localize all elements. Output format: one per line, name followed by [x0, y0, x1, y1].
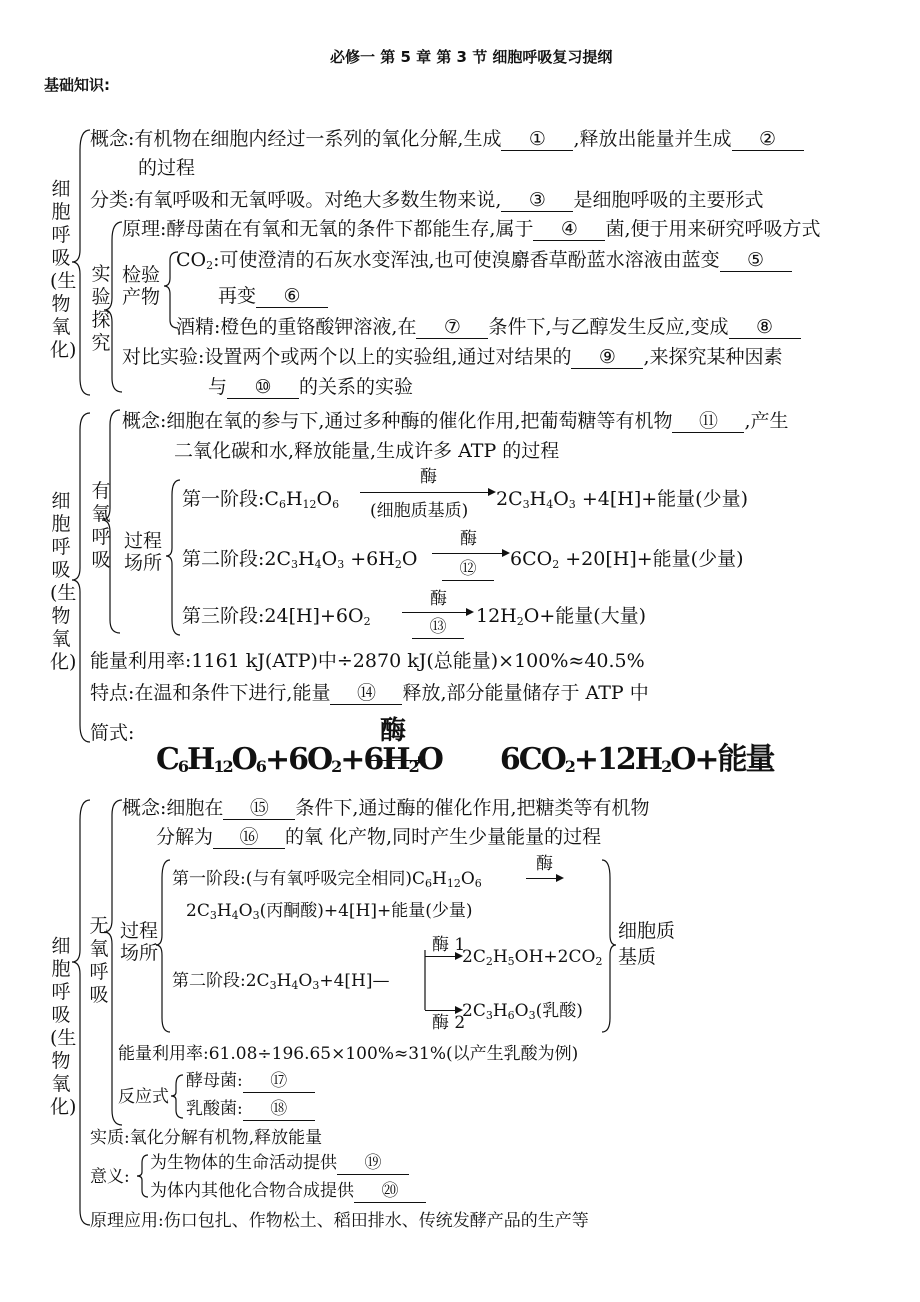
enzyme-1-label: 酶 1 [432, 935, 466, 955]
blank-5: ⑤ [720, 249, 792, 272]
blank-2: ② [732, 128, 804, 151]
anaerobic-efficiency: 能量利用率:61.08÷196.65×100%≈31%(以产生乳酸为例) [118, 1044, 579, 1064]
reaction-arrow [526, 878, 562, 879]
aerobic-concept: 概念:细胞在氧的参与下,通过多种酶的催化作用,把葡萄糖等有机物 ⑪ ,产生 [122, 410, 789, 432]
aerobic-label: 有氧呼吸 [91, 480, 111, 571]
formula-enzyme: 酶 [380, 716, 405, 746]
blank-10: ⑩ [227, 376, 299, 399]
blank-14: ⑭ [330, 682, 402, 705]
comparison-line-2: 与 ⑩ 的关系的实验 [208, 376, 414, 398]
reaction-arrow [425, 1010, 461, 1011]
blank-6: ⑥ [256, 285, 328, 308]
page-title: 必修一 第 5 章 第 3 节 细胞呼吸复习提纲 [330, 48, 613, 66]
anaerobic-label: 无氧呼吸 [89, 915, 109, 1006]
process-label: 过程场所 [124, 530, 163, 574]
lactic-line: 乳酸菌: ⑱ [186, 1098, 315, 1121]
site-note: (细胞质基质) [370, 501, 469, 521]
stage-1: 第一阶段$:C_6H_{12}O_6$ [182, 488, 340, 511]
reaction-arrow [360, 492, 494, 493]
significance-label: 意义: [90, 1167, 130, 1187]
side-label: 细胞呼吸(生物氧化) [50, 490, 77, 673]
summary-formula: $C_6H_{12}O_6+6O_2+6H_2O$ $6CO_2+12H_2O+$能量 [156, 742, 774, 777]
yeast-line: 酵母菌: ⑰ [186, 1070, 315, 1093]
blank-1: ① [501, 128, 573, 151]
principle-line: 原理:酵母菌在有氧和无氧的条件下都能生存,属于 ④ 菌,便于用来研究呼吸方式 [122, 218, 821, 240]
significance-1: 为生物体的生命活动提供 ⑲ [150, 1152, 409, 1175]
side-label: 细胞呼吸(生物氧化) [50, 178, 77, 361]
reaction-arrow [402, 612, 472, 613]
blank-20: ⑳ [354, 1180, 426, 1203]
reaction-arrow [432, 553, 508, 554]
alcohol-line: 酒精:橙色的重铬酸钾溶液,在 ⑦ 条件下,与乙醇发生反应,变成 ⑧ [176, 316, 801, 339]
alcohol-products: $2C_2H_5OH+2CO_2$ [462, 947, 603, 968]
anaerobic-stage-1-products: $2C_3H_4O_3$(丙酮酸)+4[H]+能量(少量) [186, 901, 473, 922]
enzyme-label: 酶 [420, 467, 437, 487]
co2-line-2: 再变 ⑥ [218, 285, 328, 308]
stage-3-products: $12H_2O+$能量(大量) [476, 605, 647, 628]
blank-15: ⑮ [223, 797, 295, 820]
blank-3: ③ [501, 189, 573, 212]
enzyme-label: 酶 [460, 529, 477, 549]
essence-line: 实质:氧化分解有机物,释放能量 [90, 1128, 323, 1148]
co2-line: $CO_2$:可使澄清的石灰水变浑浊,也可使溴麝香草酚蓝水溶液由蓝变 ⑤ [176, 249, 792, 277]
aerobic-efficiency: 能量利用率:1161 kJ(ATP)中÷2870 kJ(总能量)×100%≈40.5% [90, 650, 645, 672]
anaerobic-concept: 概念:细胞在 ⑮ 条件下,通过酶的催化作用,把糖类等有机物 [122, 797, 650, 819]
lactic-products: $2C_3H_6O_3$(乳酸) [462, 1001, 583, 1022]
anaerobic-concept-2: 分解为 ⑯ 的氧 化产物,同时产生少量能量的过程 [156, 826, 602, 848]
blank-12: ⑫ [442, 558, 494, 581]
anaerobic-stage-2: 第二阶段$:2C_3H_4O_3+4[H]—$ [172, 971, 390, 992]
reaction-arrow [425, 956, 461, 957]
blank-18: ⑱ [243, 1098, 315, 1121]
stage-2: 第二阶段$:2C_3H_4O_3 +6H_2O$ [182, 548, 418, 571]
enzyme-2-label: 酶 2 [432, 1013, 466, 1033]
formula-label: 简式: [90, 722, 135, 744]
significance-2: 为体内其他化合物合成提供 ⑳ [150, 1180, 426, 1203]
blank-4: ④ [533, 218, 605, 241]
blank-11: ⑪ [672, 410, 744, 433]
blank-13: ⑬ [412, 616, 464, 639]
reaction-label: 反应式 [118, 1087, 169, 1107]
blank-9: ⑨ [571, 346, 643, 369]
aerobic-concept-2: 二氧化碳和水,释放能量,生成许多 ATP 的过程 [174, 440, 560, 462]
concept-line: 概念:有机物在细胞内经过一系列的氧化分解,生成 ① ,释放出能量并生成 ② [90, 128, 804, 151]
detect-label: 检验产物 [122, 264, 161, 308]
blank-19: ⑲ [337, 1152, 409, 1175]
experiment-label: 实验探究 [91, 263, 111, 354]
application-line: 原理应用:伤口包扎、作物松土、稻田排水、传统发酵产品的生产等 [90, 1211, 589, 1231]
blank-8: ⑧ [729, 316, 801, 339]
section-heading: 基础知识: [44, 76, 110, 94]
enzyme-label: 酶 [430, 589, 447, 609]
stage-1-products: $2C_3H_4O_3 +4[H]+$能量(少量) [496, 488, 748, 511]
process-label: 过程场所 [120, 920, 159, 964]
side-label: 细胞呼吸(生物氧化) [50, 935, 77, 1118]
comparison-line: 对比实验:设置两个或两个以上的实验组,通过对结果的 ⑨ ,来探究某种因素 [122, 346, 783, 368]
blank-7: ⑦ [416, 316, 488, 339]
site-label: 细胞质基质 [618, 920, 676, 968]
enzyme-label: 酶 [536, 854, 553, 874]
concept-line-2: 的过程 [138, 157, 196, 179]
aerobic-feature: 特点:在温和条件下进行,能量 ⑭ 释放,部分能量储存于 ATP 中 [90, 682, 649, 704]
anaerobic-stage-1: 第一阶段:(与有氧呼吸完全相同)$C_6H_{12}O_6$ [172, 869, 482, 890]
blank-16: ⑯ [213, 826, 285, 849]
blank-17: ⑰ [243, 1070, 315, 1093]
classification-line: 分类:有氧呼吸和无氧呼吸。对绝大多数生物来说, ③ 是细胞呼吸的主要形式 [90, 189, 764, 211]
stage-3: 第三阶段$:24[H]+6O_2$ [182, 605, 371, 628]
stage-2-products: $6CO_2 +20[H]+$能量(少量) [510, 548, 744, 571]
